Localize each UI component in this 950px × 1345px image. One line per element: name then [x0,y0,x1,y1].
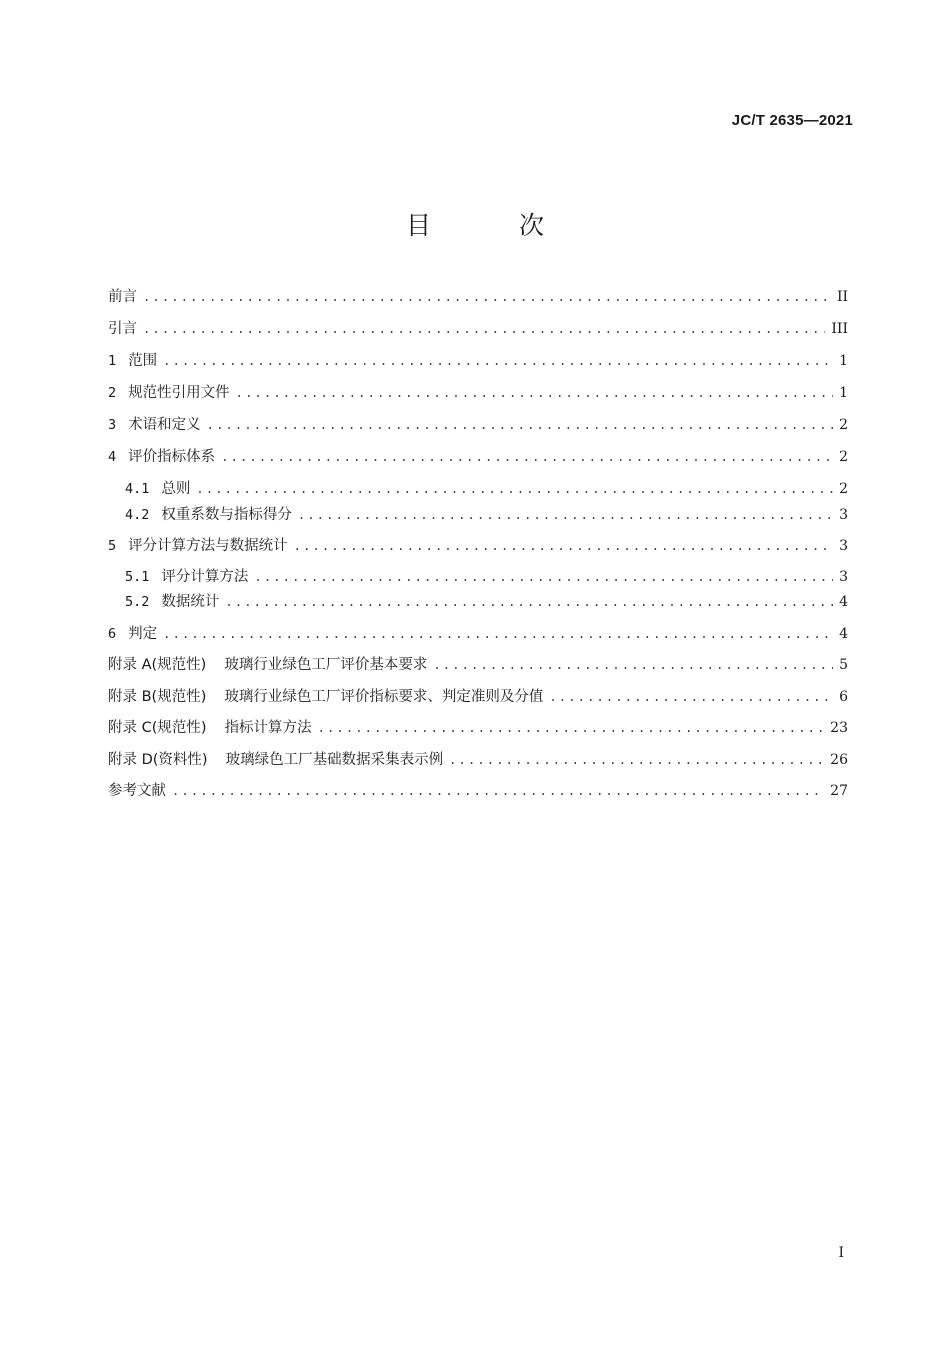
toc-label [108,717,312,739]
toc-label: 权重系数与指标得分 [161,507,292,523]
toc-entry-4[interactable] [108,446,848,468]
dot-leader [254,566,833,588]
annex-title: 玻璃行业绿色工厂评价指标要求、判定准则及分值 [224,689,544,705]
toc-entry-annex-b[interactable] [108,686,848,708]
dot-leader [207,414,833,436]
dot-leader [163,350,833,372]
toc-entry-4-1[interactable] [125,478,848,500]
toc-page-number: 1 [839,353,848,369]
toc-label: 数据统计 [161,594,220,610]
annex-title: 玻璃行业绿色工厂评价基本要求 [224,657,428,673]
dot-leader [449,749,824,771]
page-number: I [838,1245,844,1261]
toc-label: 评分计算方法与数据统计 [128,538,288,554]
toc-label: 规范性引用文件 [128,385,230,401]
toc-entry-foreword[interactable] [108,286,848,308]
toc-label: 评价指标体系 [128,449,216,465]
toc-label: 参考文献 [108,783,166,799]
toc-number: 4.1 [125,481,150,497]
toc-page-number: 3 [839,569,848,585]
toc-page-number: 2 [839,417,848,433]
toc-page-number: 3 [839,538,848,554]
toc-entry-4-2[interactable] [125,504,848,526]
toc-entry-introduction[interactable] [108,318,848,340]
toc-label: 前言 [108,289,137,305]
dot-leader [298,504,833,526]
toc-label: 术语和定义 [128,417,201,433]
toc-entry-5-2[interactable] [125,591,848,613]
toc-entry-bibliography[interactable] [108,780,848,802]
toc-entry-2[interactable] [108,382,848,404]
toc-entry-3[interactable] [108,414,848,436]
toc-number: 2 [108,385,117,401]
toc-number: 4.2 [125,507,150,523]
toc-page-number: 4 [839,594,848,610]
dot-leader [225,591,833,613]
toc-number: 5 [108,538,117,554]
toc-label: 引言 [108,321,137,337]
toc-entry-6[interactable] [108,623,848,645]
toc-label [108,686,543,708]
toc-entry-5-1[interactable] [125,566,848,588]
toc-number: 4 [108,449,117,465]
dot-leader [196,478,833,500]
toc-entry-1[interactable] [108,350,848,372]
toc-number: 5.2 [125,594,150,610]
annex-title: 玻璃绿色工厂基础数据采集表示例 [225,752,444,768]
dot-leader [163,623,833,645]
toc-number: 3 [108,417,117,433]
toc-page-number: 5 [839,657,848,673]
toc-entry-5[interactable] [108,535,848,557]
toc-label: 范围 [128,353,158,369]
toc-page-number: II [836,289,848,305]
dot-leader [236,382,833,404]
toc-label: 总则 [161,481,191,497]
toc-page-number: 3 [839,507,848,523]
toc-entry-annex-a[interactable] [108,654,848,676]
toc-label: 判定 [128,626,158,642]
toc-page-number: 6 [839,689,848,705]
toc-label [108,749,443,771]
dot-leader [318,717,825,739]
annex-designation: 附录 D(资料性) [108,752,208,768]
annex-designation: 附录 A(规范性) [108,657,207,673]
toc-entry-annex-c[interactable] [108,717,848,739]
dot-leader [294,535,833,557]
annex-designation: 附录 B(规范性) [108,689,207,705]
toc-label: 评分计算方法 [161,569,249,585]
toc-entry-annex-d[interactable] [108,749,848,771]
toc-page-number: 4 [839,626,848,642]
dot-leader [143,318,825,340]
toc-page-number: III [831,321,848,337]
dot-leader [143,286,831,308]
toc-page-number: 27 [830,783,848,799]
toc-page-number: 23 [830,720,848,736]
toc-number: 5.1 [125,569,150,585]
dot-leader [433,654,833,676]
toc-page-number: 26 [830,752,848,768]
annex-title: 指标计算方法 [224,720,312,736]
toc-page-number: 2 [839,449,848,465]
page-title: 目 次 [406,211,584,240]
toc-label [108,654,427,676]
toc-page-number: 1 [839,385,848,401]
toc-page-number: 2 [839,481,848,497]
annex-designation: 附录 C(规范性) [108,720,207,736]
dot-leader [172,780,824,802]
dot-leader [221,446,833,468]
toc-number: 6 [108,626,117,642]
toc-number: 1 [108,353,117,369]
dot-leader [549,686,833,708]
standard-code: JC/T 2635—2021 [731,112,853,129]
